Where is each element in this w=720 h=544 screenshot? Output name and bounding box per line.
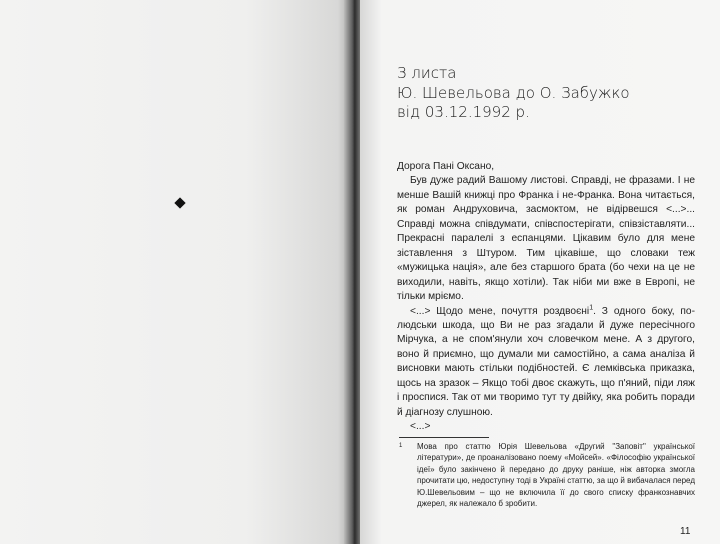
footnote [399,441,695,509]
letter-paragraph-1: Був дуже радий Вашому листові. Справді, не фразами. І не менше Вашій книжці про Франка і не-Франка. Вона читається, як роман Андруховича, засмоктом, не відірвешся <...>... Справді можна співдумати, співспостерігати, співзіставляти... Прекрасні паралелі з еспанцями. Цікавим було для мене зіставлення з Штуром. Тим цікавіше, що словаки теж «мужицька нація», але без старшого брата (бо чехи на це не виходили, навіть, якщо хотіли). Так ніби ми вже в Европі, не тільки мріємо. [397,175,695,303]
page-number: 11 [680,526,691,537]
letter-body [397,160,695,435]
heading-line-3: від 03.12.1992 р. [397,103,530,121]
paragraph-2-start: <...> Щодо мене, почуття роздвоєні [410,305,590,317]
footnote-number: 1 [399,443,403,449]
letter-greeting: Дорога Пані Оксано, [397,161,495,172]
left-page [0,0,352,544]
closing-ellipsis: <...> [410,421,431,433]
footnote-divider [399,437,489,438]
heading-line-2: Ю. Шевельова до О. Забужко [397,83,630,102]
footnote-reference: 1 [589,304,594,312]
paragraph-2-end: . З одного боку, по-людськи шкода, що Ви не раз згадали й дуже пересічного Мірчука, а не спом'янули хоч словечком мене. А з другого, воно й приємно, що думали ми самостійно, а сама аналіза й висновки мають стільки подібностей. Є лемківська приказка, щось на зразок – Якщо тобі двоє скажуть, що п'яний, піди ляж і проспися. Так от ми творимо тут ту двійку, яка робить поради й діагнозу слушною. [397,305,695,418]
letter-paragraph-2 [397,305,695,421]
letter-heading [397,64,697,123]
footnote-text: Мова про статтю Юрія Шевельова «Другий "Заповіт" української літератури», де проаналізовано поему «Мойсей». «Філософію української ідеї» було закінчено й передано до друку раніше, ніж авторка змогла прочитати цю, недоступну тоді в Україні статтю, за що й вибачалася перед Ю.Шевельовим – що не включила її до свого списку франкознавчих джерел, як належало б зробити. [417,442,695,509]
heading-line-1: З листа [397,64,457,82]
